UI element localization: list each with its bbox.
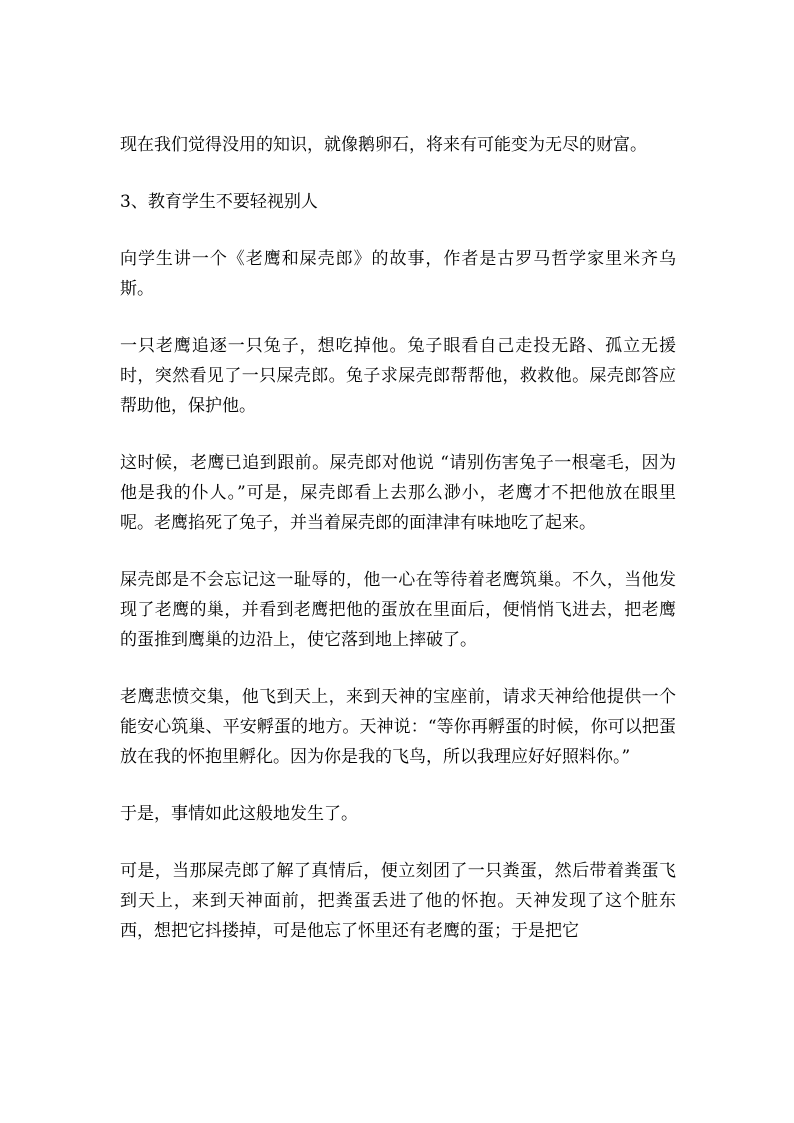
paragraph-1: 现在我们觉得没用的知识，就像鹅卵石，将来有可能变为无尽的财富。 [120, 135, 647, 155]
paragraph-6: 屎壳郎是不会忘记这一耻辱的，他一心在等待着老鹰筑巢。不久，当他发现了老鹰的巢，并看到老鹰把他的蛋放在里面后，便悄悄飞进去，把老鹰的蛋推到鹰巢的边沿上，使它落到地上摔破了。 [120, 570, 676, 650]
paragraph-7: 老鹰悲愤交集，他飞到天上，来到天神的宝座前，请求天神给他提供一个能安心筑巢、平安孵蛋的地方。天神说：“等你再孵蛋的时候，你可以把蛋放在我的怀抱里孵化。因为你是我的飞鸟，所以我理应好好照料你。” [120, 687, 676, 767]
paragraph-4: 一只老鹰追逐一只兔子，想吃掉他。兔子眼看自己走投无路、孤立无援时，突然看见了一只屎壳郎。兔子求屎壳郎帮帮他，救救他。屎壳郎答应帮助他，保护他。 [120, 336, 676, 416]
paragraph-5: 这时候，老鹰已追到跟前。屎壳郎对他说 “请别伤害兔子一根毫毛，因为他是我的仆人。”可是，屎壳郎看上去那么渺小，老鹰才不把他放在眼里呢。老鹰掐死了兔子，并当着屎壳郎的面津津有味地吃了起来。 [120, 453, 676, 533]
section-heading: 3、教育学生不要轻视别人 [120, 192, 318, 212]
document-page [120, 130, 676, 973]
paragraph-9: 可是，当那屎壳郎了解了真情后，便立刻团了一只粪蛋，然后带着粪蛋飞到天上，来到天神面前，把粪蛋丢进了他的怀抱。天神发现了这个脏东西，想把它抖搂掉，可是他忘了怀里还有老鹰的蛋；于是把它 [120, 861, 676, 941]
paragraph-8: 于是，事情如此这般地发生了。 [120, 804, 358, 824]
paragraph-3: 向学生讲一个《老鹰和屎壳郎》的故事，作者是古罗马哲学家里米齐乌斯。 [120, 249, 676, 299]
